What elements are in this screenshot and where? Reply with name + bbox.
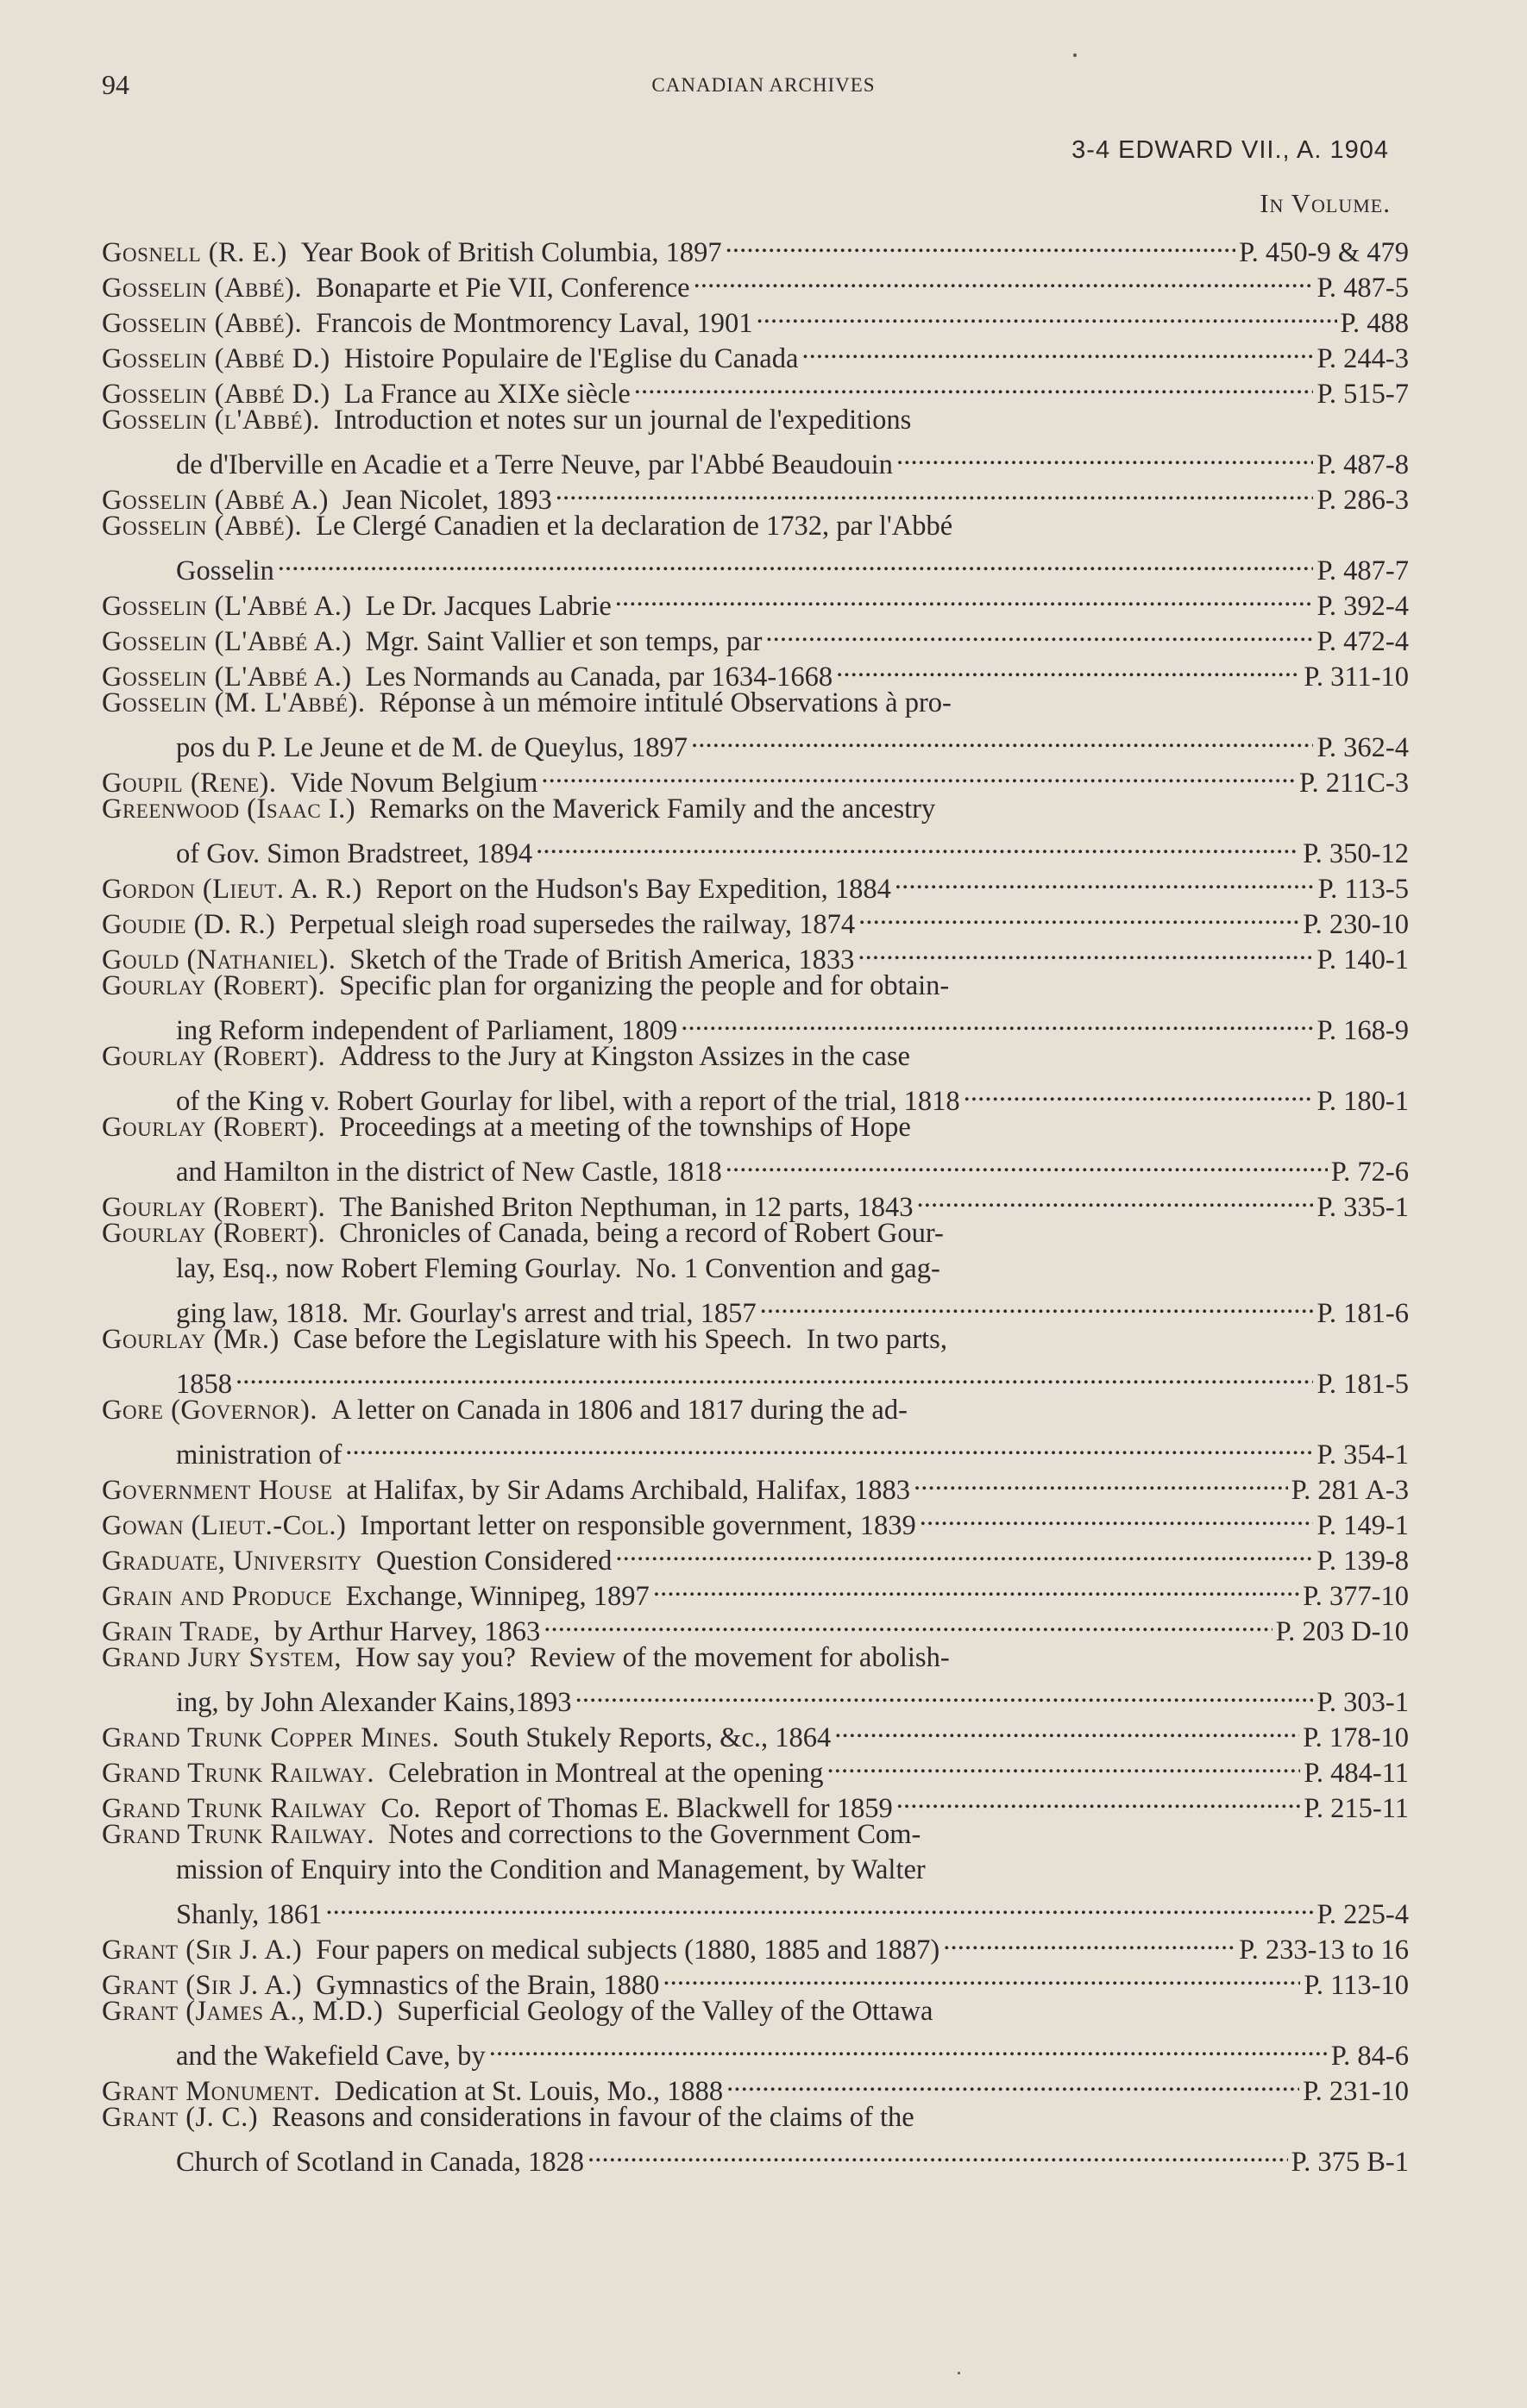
running-head: CANADIAN ARCHIVES [651,74,876,96]
dot-leader [801,332,1313,367]
entry-name: Gowan (Lieut.-Col.) [102,1510,347,1541]
entry-title: Sketch of the Trade of British America, 1833 [349,944,855,975]
volume-reference: P. 303-1 [1316,1687,1409,1718]
index-entry [102,1640,1409,1718]
entry-title: of the King v. Robert Gourlay for libel, with a report of the trial, 1818 [176,1086,960,1117]
column-heading: In Volume. [1260,188,1391,218]
volume-reference: P. 113-10 [1304,1970,1409,2001]
volume-reference: P. 84-6 [1330,2041,1409,2072]
entry-line [102,1322,1409,1358]
entry-name: Greenwood (Isaac I.) [102,793,356,825]
entry-line [102,1676,1409,1718]
dot-leader [726,1145,1328,1181]
entry-line [102,2029,1409,2072]
entry-name: Gourlay (Robert). [102,1192,326,1223]
entry-name: Grand Jury System, [102,1642,342,1673]
volume-reference: P. 354-1 [1316,1439,1409,1471]
dot-leader [536,827,1299,862]
volume-reference: P. 140-1 [1316,944,1409,975]
dot-leader [858,898,1299,933]
index-entry [102,1322,1409,1400]
entry-name: Gourlay (Robert). [102,1112,326,1143]
entry-line [102,1145,1409,1188]
volume-reference: P. 392-4 [1316,591,1409,622]
entry-title: South Stukely Reports, &c., 1864 [453,1722,832,1753]
entry-title: Reasons and considerations in favour of the claims of the [272,2102,914,2133]
volume-reference: P. 375 B-1 [1291,2147,1409,2178]
entry-line [102,1216,1409,1251]
volume-reference: P. 335-1 [1316,1192,1409,1223]
entry-name: Gosselin (Abbé A.) [102,485,329,516]
entry-title: Vide Novum Belgium [290,768,538,799]
index-entry [102,1110,1409,1188]
index-entry [102,261,1409,304]
entry-title: How say you? Review of the movement for abolish- [355,1642,950,1673]
entry-line [102,827,1409,869]
dot-leader [278,544,1314,580]
entry-title: pos du P. Le Jeune et de M. de Queylus, 1897 [176,732,688,763]
entry-title: Perpetual sleigh road supersedes the railway, 1874 [289,909,856,940]
entry-title: Case before the Legislature with his Speech. In two parts, [292,1324,947,1355]
entry-name: Gosselin (Abbé D.) [102,379,330,410]
dot-leader [325,1888,1313,1923]
dot-leader [615,580,1314,615]
volume-reference: P. 484-11 [1304,1758,1409,1789]
index-entry [102,403,1409,480]
entry-name: Grant (J. C.) [102,2102,259,2133]
dot-leader [236,1358,1313,1393]
entry-name: Gordon (Lieut. A. R.) [102,874,362,905]
volume-reference: P. 515-7 [1316,379,1409,410]
entry-title: Superficial Geology of the Valley of the Ottawa [397,1996,933,2027]
entry-line [102,1110,1409,1145]
entry-title: Four papers on medical subjects (1880, 1885 and 1887) [316,1935,940,1966]
entry-name: Goudie (D. R.) [102,909,276,940]
volume-reference: P. 281 A-3 [1291,1475,1409,1506]
entry-title: La France au XIXe siècle [343,379,631,410]
entry-title: by Arthur Harvey, 1863 [273,1616,541,1647]
entry-title: of Gov. Simon Bradstreet, 1894 [176,838,533,869]
entry-name: Gould (Nathaniel). [102,944,336,975]
entry-title: Report on the Hudson's Bay Expedition, 1884 [375,874,891,905]
index-entry [102,2100,1409,2178]
entry-line [102,544,1409,586]
entry-name: Gourlay (Robert). [102,1218,326,1249]
entry-line [102,792,1409,827]
entry-line [102,580,1409,622]
entry-title: 1858 [176,1369,232,1400]
dot-leader [681,1004,1313,1039]
print-speck [958,2372,960,2374]
entry-title: A letter on Canada in 1806 and 1817 during the ad- [331,1395,908,1426]
dot-leader [634,367,1314,403]
entry-line [102,1853,1409,1888]
entry-name: Grant (James A., M.D.) [102,1996,384,2027]
volume-reference: P. 350-12 [1303,838,1409,869]
entry-name: Gourlay (Robert). [102,970,326,1001]
entry-title: Le Clergé Canadien et la declaration de 1732, par l'Abbé [316,511,953,542]
entry-line [102,1287,1409,1329]
volume-reference: P. 211C-3 [1298,768,1409,799]
dot-leader [541,756,1296,792]
dot-leader [726,226,1236,261]
dot-leader [556,473,1314,509]
index-entry [102,1817,1409,1930]
index-entry [102,969,1409,1046]
entry-name: Gosnell (R. E.) [102,237,287,268]
entry-title: de d'Iberville en Acadie et a Terre Neuve, par l'Abbé Beaudouin [176,449,893,480]
entry-title: Question Considered [375,1546,613,1577]
volume-reference: P. 230-10 [1303,909,1409,940]
entry-name: Gosselin (L'Abbé A.) [102,591,352,622]
dot-leader [896,438,1314,473]
entry-name: Grand Trunk Railway. [102,1819,375,1850]
volume-reference: P. 215-11 [1304,1793,1409,1824]
dot-leader [653,1570,1299,1605]
entry-name: Grant (Sir J. A.) [102,1935,303,1966]
entry-name: Gourlay (Mr.) [102,1324,280,1355]
volume-reference: P. 203 D-10 [1275,1616,1409,1647]
entry-title: Dedication at St. Louis, Mo., 1888 [334,2076,724,2107]
entry-name: Grant Monument. [102,2076,321,2107]
entry-title: Co. Report of Thomas E. Blackwell for 1859 [380,1793,893,1824]
dot-leader [588,2135,1288,2171]
index-entry [102,580,1409,622]
entry-title: Le Dr. Jacques Labrie [365,591,612,622]
entry-name: Grand Trunk Copper Mines. [102,1722,440,1753]
dot-leader [834,1711,1299,1746]
entry-line [102,969,1409,1004]
dot-leader [694,261,1314,297]
entry-title: Réponse à un mémoire intitulé Observations à pro- [379,687,952,718]
entry-line [102,261,1409,304]
volume-reference: P. 286-3 [1316,485,1409,516]
entry-title: ing, by John Alexander Kains,1893 [176,1687,572,1718]
entry-title: Proceedings at a meeting of the townships of Hope [339,1112,911,1143]
dot-leader [895,862,1315,898]
dot-leader [756,297,1336,332]
entry-line [102,1428,1409,1471]
dot-leader [575,1676,1314,1711]
volume-reference: P. 168-9 [1316,1015,1409,1046]
entry-title: lay, Esq., now Robert Fleming Gourlay. No. 1 Convention and gag- [176,1253,940,1284]
entry-line [102,1075,1409,1117]
entry-title: mission of Enquiry into the Condition and Management, by Walter [176,1854,926,1885]
volume-reference: P. 377-10 [1303,1581,1409,1612]
volume-reference: P. 180-1 [1316,1086,1409,1117]
dot-leader [760,1287,1314,1322]
volume-reference: P. 181-6 [1316,1298,1409,1329]
entry-name: Grand Trunk Railway [102,1793,368,1824]
index-entries [102,226,1409,2178]
volume-reference: P. 113-5 [1317,874,1409,905]
entry-title: Francois de Montmorency Laval, 1901 [316,308,753,339]
entry-line [102,1994,1409,2029]
entry-name: Gosselin (Abbé D.) [102,343,330,374]
volume-reference: P. 244-3 [1316,343,1409,374]
entry-title: at Halifax, by Sir Adams Archibald, Halifax, 1883 [346,1475,910,1506]
dot-leader [726,2065,1299,2100]
volume-reference: P. 149-1 [1316,1510,1409,1541]
volume-reference: P. 139-8 [1316,1546,1409,1577]
volume-reference: P. 488 [1340,308,1409,339]
entry-title: Gymnastics of the Brain, 1880 [316,1970,660,2001]
entry-name: Grand Trunk Railway. [102,1758,375,1789]
entry-title: Chronicles of Canada, being a record of Robert Gour- [339,1218,944,1249]
dot-leader [691,721,1313,756]
volume-reference: P. 233-13 to 16 [1239,1935,1409,1966]
dot-leader [917,1181,1314,1216]
entry-title: and the Wakefield Cave, by [176,2041,486,2072]
entry-title: ing Reform independent of Parliament, 1809 [176,1015,678,1046]
entry-title: ministration of [176,1439,342,1471]
entry-title: Shanly, 1861 [176,1899,323,1930]
entry-line [102,226,1409,268]
entry-line [102,1888,1409,1930]
entry-name: Grain and Produce [102,1581,332,1612]
entry-line [102,1393,1409,1428]
volume-reference: P. 362-4 [1316,732,1409,763]
entry-title: Bonaparte et Pie VII, Conference [316,273,690,304]
entry-title: Address to the Jury at Kingston Assizes in the case [339,1041,910,1072]
entry-line [102,438,1409,480]
volume-reference: P. 472-4 [1316,626,1409,657]
entry-title: Notes and corrections to the Government Com- [388,1819,921,1850]
dot-leader [489,2029,1328,2065]
entry-line [102,2100,1409,2135]
entry-title: Important letter on responsible government, 1839 [360,1510,916,1541]
entry-title: Exchange, Winnipeg, 1897 [345,1581,650,1612]
entry-title: Introduction et notes sur un journal de l'expeditions [334,404,912,436]
entry-title: Remarks on the Maverick Family and the ancestry [369,793,936,825]
dot-leader [836,650,1300,686]
entry-name: Grain Trade, [102,1616,261,1647]
index-entry [102,1393,1409,1471]
entry-name: Gosselin (L'Abbé A.) [102,626,352,657]
volume-reference: P. 225-4 [1316,1899,1409,1930]
volume-reference: P. 487-5 [1316,273,1409,304]
volume-reference: P. 450-9 & 479 [1239,237,1409,268]
entry-name: Government House [102,1475,333,1506]
volume-reference: P. 231-10 [1303,2076,1409,2107]
index-entry [102,226,1409,268]
entry-line [102,1251,1409,1287]
entry-title: Mgr. Saint Vallier et son temps, par [365,626,763,657]
entry-title: Les Normands au Canada, par 1634-1668 [365,662,833,693]
entry-name: Graduate, University [102,1546,362,1577]
dot-leader [964,1075,1314,1110]
index-entry [102,792,1409,869]
entry-line [102,509,1409,544]
entry-name: Gosselin (l'Abbé). [102,404,321,436]
dot-leader [765,615,1313,650]
entry-title: and Hamilton in the district of New Castle, 1818 [176,1157,722,1188]
entry-title: The Banished Briton Nepthuman, in 12 parts, 1843 [339,1192,914,1223]
entry-title: Year Book of British Columbia, 1897 [300,237,722,268]
session-label: 3-4 EDWARD VII., A. 1904 [1071,136,1389,164]
entry-title: Gosselin [176,555,274,586]
dot-leader [827,1746,1301,1782]
entry-name: Gosselin (L'Abbé A.) [102,662,352,693]
index-entry [102,1994,1409,2072]
entry-title: Histoire Populaire de l'Eglise du Canada [343,343,799,374]
entry-line [102,403,1409,438]
dot-leader [914,1464,1288,1499]
entry-line [102,686,1409,721]
entry-title: Celebration in Montreal at the opening [388,1758,824,1789]
entry-name: Goupil (Rene). [102,768,277,799]
entry-line [102,2135,1409,2178]
entry-name: Gosselin (Abbé). [102,511,303,542]
entry-line [102,1358,1409,1400]
entry-line [102,721,1409,763]
dot-leader [615,1534,1313,1570]
entry-name: Gosselin (Abbé). [102,273,303,304]
entry-title: Jean Nicolet, 1893 [342,485,552,516]
entry-name: Grant (Sir J. A.) [102,1970,303,2001]
dot-leader [858,933,1313,969]
volume-reference: P. 181-5 [1316,1369,1409,1400]
entry-name: Gore (Governor). [102,1395,318,1426]
entry-line [102,1004,1409,1046]
entry-line [102,1640,1409,1676]
volume-reference: P. 178-10 [1303,1722,1409,1753]
print-speck [1073,53,1077,57]
volume-reference: P. 487-7 [1316,555,1409,586]
index-entry [102,686,1409,763]
dot-leader [544,1605,1272,1640]
entry-line [102,1817,1409,1853]
entry-title: Church of Scotland in Canada, 1828 [176,2147,584,2178]
index-entry [102,509,1409,586]
volume-reference: P. 72-6 [1330,1157,1409,1188]
index-entry [102,1216,1409,1329]
entry-title: ging law, 1818. Mr. Gourlay's arrest and trial, 1857 [176,1298,757,1329]
entry-name: Gourlay (Robert). [102,1041,326,1072]
dot-leader [896,1782,1301,1817]
entry-line [102,1039,1409,1075]
entry-name: Gosselin (M. L'Abbé). [102,687,366,718]
page-number: 94 [102,69,129,100]
volume-reference: P. 487-8 [1316,449,1409,480]
entry-name: Gosselin (Abbé). [102,308,303,339]
dot-leader [920,1499,1314,1534]
volume-reference: P. 311-10 [1304,662,1409,693]
index-entry [102,1039,1409,1117]
dot-leader [345,1428,1313,1464]
entry-title: Specific plan for organizing the people and for obtain- [339,970,950,1001]
dot-leader [943,1923,1235,1959]
dot-leader [663,1959,1300,1994]
